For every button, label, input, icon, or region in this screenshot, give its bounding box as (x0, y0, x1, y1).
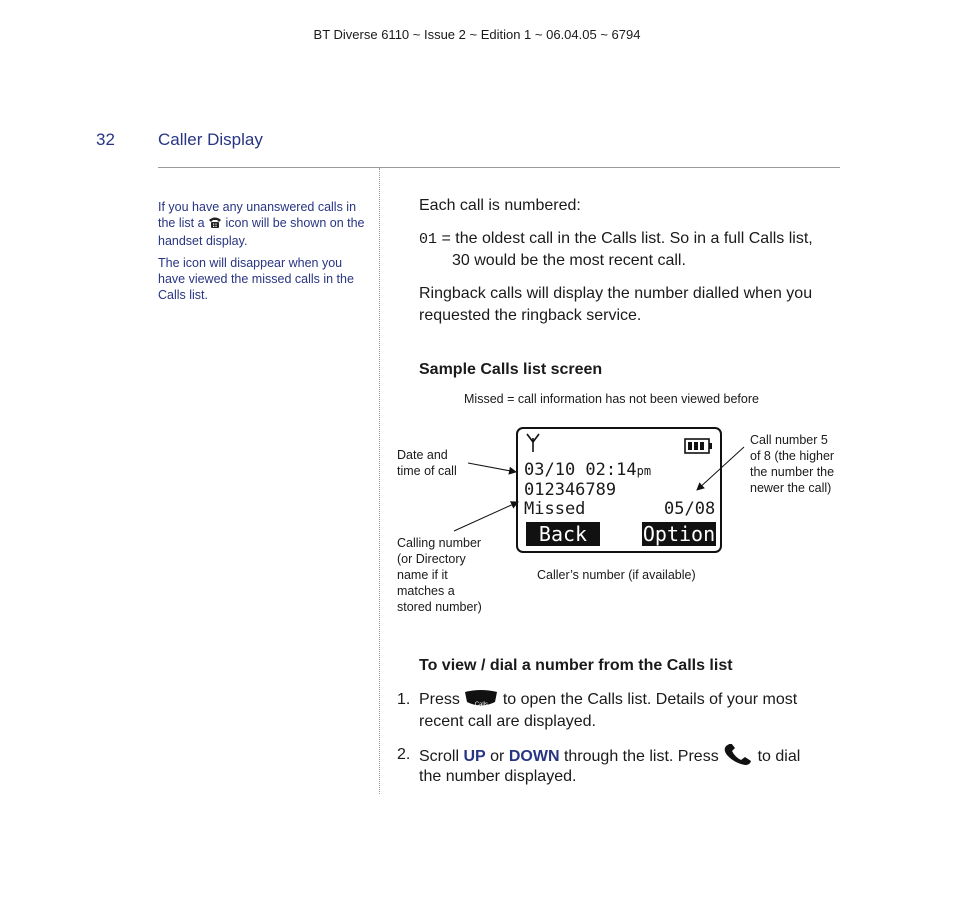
step-1-line-2: recent call are displayed. (419, 713, 596, 730)
step-2-line-1: Scroll UP or DOWN through the list. Press to dial (419, 744, 839, 773)
down-key-label: DOWN (508, 748, 560, 765)
label-calling-number: Calling number (or Directory name if it matches a stored number) (397, 536, 482, 614)
sidebar-note-1: If you have any unanswered calls in the list a icon will be shown on the handset display. (158, 200, 365, 248)
label-date-time: Date and time of call (397, 448, 457, 478)
code-01-line-2: 30 would be the most recent call. (452, 252, 686, 269)
section-title: Caller Display (158, 130, 263, 149)
label-callers-number: Caller’s number (if available) (537, 568, 696, 582)
calls-key-icon: Calls (464, 689, 498, 709)
sample-heading: Sample Calls list screen (419, 361, 603, 378)
step-2-number: 2. (397, 746, 411, 763)
edition-line: BT Diverse 6110 ~ Issue 2 ~ Edition 1 ~ 06.04.05 ~ 6794 (313, 27, 641, 42)
signal-antenna-icon (526, 433, 540, 458)
view-heading: To view / dial a number from the Calls list (419, 657, 733, 674)
label-call-number: Call number 5 of 8 (the higher the number the newer the call) (750, 433, 835, 495)
lcd-number: 012346789 (524, 480, 617, 500)
step-2-line-2: the number displayed. (419, 768, 577, 785)
lcd-screen (516, 427, 722, 553)
code-01: 01 (419, 231, 438, 248)
lcd-status: Missed (524, 499, 586, 519)
ringback-text: Ringback calls will display the number dialled when you requested the ringback service. (419, 285, 813, 324)
lcd-datetime: 03/10 02:14pm (524, 460, 652, 480)
step-1-line-1: Press Calls to open the Calls list. Details of your most (419, 691, 798, 708)
page-number: 32 (96, 130, 115, 149)
battery-icon (684, 438, 712, 459)
softkey-back[interactable]: Back (526, 522, 600, 546)
up-key-label: UP (463, 748, 486, 765)
missed-note: Missed = call information has not been viewed before (464, 392, 759, 406)
talk-phone-icon (723, 744, 753, 773)
numbered-intro: Each call is numbered: (419, 197, 581, 214)
step-1-number: 1. (397, 691, 411, 708)
sidebar-note-2: The icon will disappear when you have viewed the missed calls in the Calls list. (158, 256, 354, 302)
softkey-option[interactable]: Option (642, 522, 716, 546)
lcd-call-count: 05/08 (664, 499, 716, 519)
code-01-line: 01 = the oldest call in the Calls list. So in a full Calls list, (419, 230, 813, 248)
